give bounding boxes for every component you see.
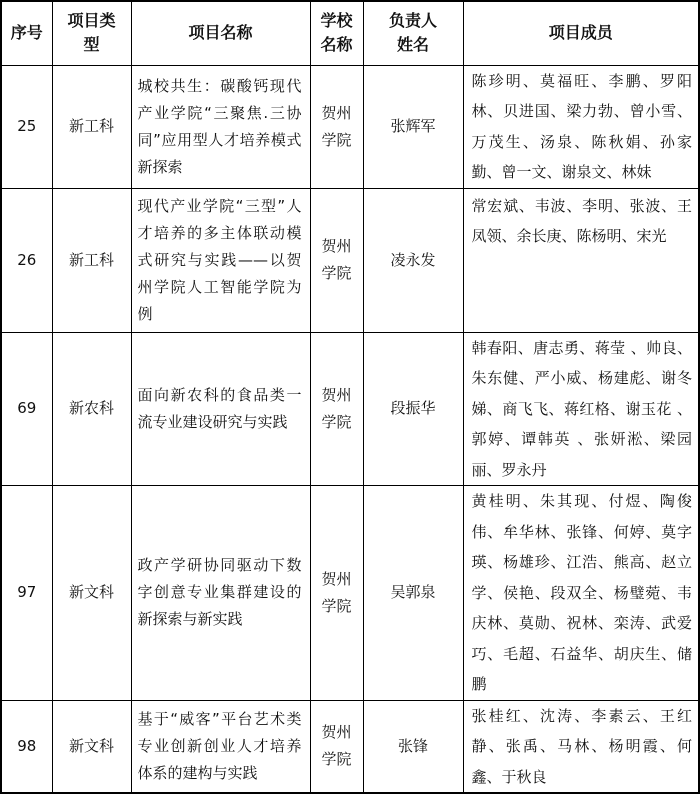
row-project-name: 基于“威客”平台艺术类专业创新创业人才培养体系的建构与实践: [131, 700, 310, 793]
row-leader: 凌永发: [363, 188, 463, 332]
row-type: 新工科: [52, 65, 131, 188]
header-school: [310, 1, 363, 65]
header-row: [1, 1, 699, 65]
row-members: 常宏斌、韦波、李明、张波、王凤领、余长庚、陈杨明、宋光: [463, 188, 699, 332]
header-name: 项目名称: [131, 1, 310, 65]
table-row: [1, 332, 699, 486]
row-project-name: 政产学研协同驱动下数字创意专业集群建设的新探索与新实践: [131, 486, 310, 701]
row-members: 张桂红、沈涛、李素云、王红静、张禹、马林、杨明霞、何鑫、于秋良: [463, 700, 699, 793]
row-seq: 98: [1, 700, 52, 793]
header-leader: [363, 1, 463, 65]
row-seq: 25: [1, 65, 52, 188]
row-type: 新工科: [52, 188, 131, 332]
row-project-name: 城校共生：碳酸钙现代产业学院“三聚焦.三协同”应用型人才培养模式新探索: [131, 65, 310, 188]
row-school: 贺州学院: [310, 332, 363, 486]
table-row: [1, 65, 699, 188]
row-project-name: 现代产业学院“三型”人才培养的多主体联动模式研究与实践——以贺州学院人工智能学院为例: [131, 188, 310, 332]
row-members: 黄桂明、朱其现、付煜、陶俊伟、牟华林、张锋、何婷、莫字瑛、杨雄珍、江浩、熊高、赵立学、侯艳、段双全、杨璧菀、韦庆林、莫勋、祝林、栾涛、武爱巧、毛超、石益华、胡庆生、储鹏: [463, 486, 699, 701]
row-members: 陈珍明、莫福旺、李鹏、罗阳林、贝进国、梁力勃、曾小雪、万茂生、汤泉、陈秋娟、孙家勤、曾一文、谢泉文、林妹: [463, 65, 699, 188]
row-leader: 张锋: [363, 700, 463, 793]
header-leader-label: 负责人姓名: [388, 11, 437, 55]
row-type: 新文科: [52, 700, 131, 793]
row-school: 贺州学院: [310, 486, 363, 701]
table-row: [1, 486, 699, 701]
table-row: [1, 188, 699, 332]
row-type: 新文科: [52, 486, 131, 701]
row-leader: 张辉军: [363, 65, 463, 188]
table-row: [1, 700, 699, 793]
row-seq: 26: [1, 188, 52, 332]
row-leader: 吴郭泉: [363, 486, 463, 701]
row-members: 韩春阳、唐志勇、蒋莹 、帅良、朱东健、严小威、杨建彪、谢冬娣、商飞飞、蒋红格、谢玉花 、郭婷、谭韩英 、张妍淞、梁园丽、罗永丹: [463, 332, 699, 486]
row-project-name: 面向新农科的食品类一流专业建设研究与实践: [131, 332, 310, 486]
header-seq: 序号: [1, 1, 52, 65]
row-school: 贺州学院: [310, 700, 363, 793]
header-type-label: 项目类型: [67, 11, 116, 55]
row-seq: 69: [1, 332, 52, 486]
row-school: 贺州学院: [310, 65, 363, 188]
header-school-label: 学校名称: [320, 11, 353, 55]
row-school: 贺州学院: [310, 188, 363, 332]
header-members: 项目成员: [463, 1, 699, 65]
row-type: 新农科: [52, 332, 131, 486]
row-leader: 段振华: [363, 332, 463, 486]
row-seq: 97: [1, 486, 52, 701]
header-type: [52, 1, 131, 65]
